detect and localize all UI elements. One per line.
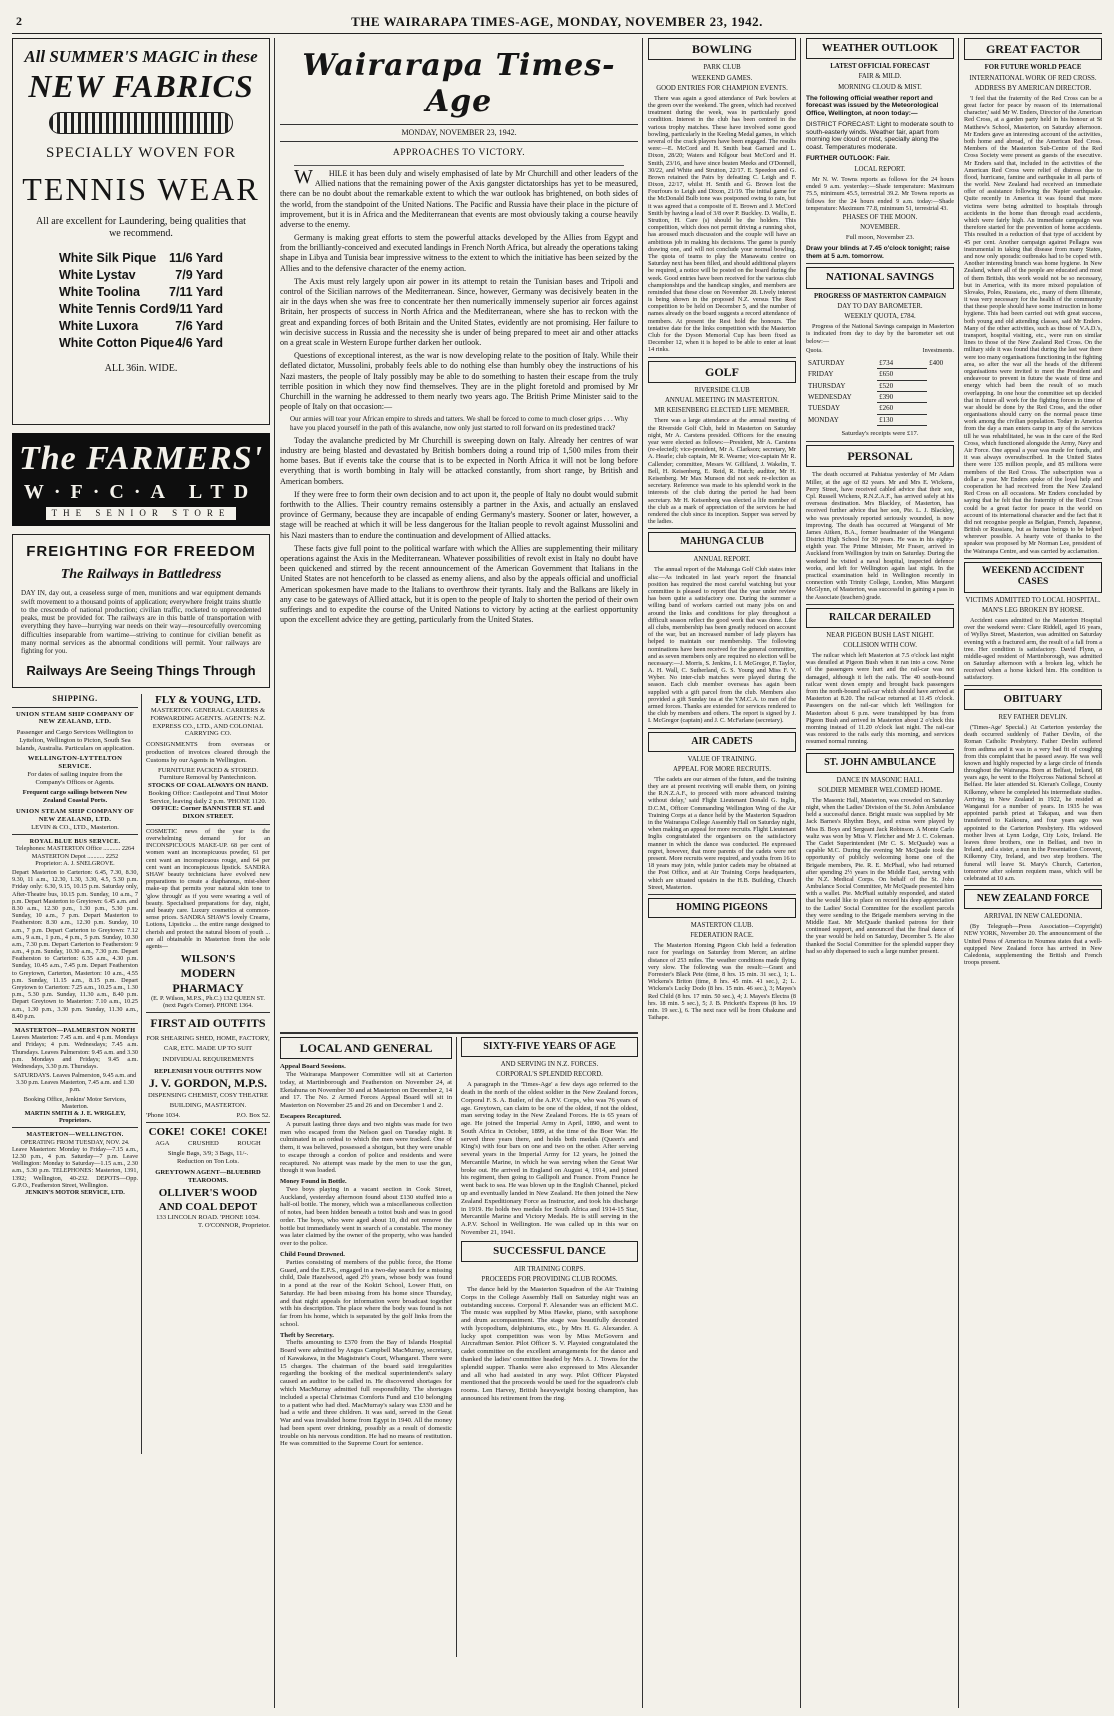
ads-column — [12, 38, 270, 1708]
olliver-title: OLLIVER'S WOOD AND COAL DEPOT — [158, 1187, 258, 1213]
fair-mild: FAIR & MILD. — [858, 73, 902, 81]
american-director: ADDRESS BY AMERICAN DIRECTOR. — [974, 84, 1092, 92]
blackout-notice: Draw your blinds at 7.45 o'clock tonight; raise them at 5 a.m. tomorrow. — [806, 244, 950, 260]
editorial-paragraph: These facts give full point to the political warfare with which the Allies are supplementing their military operations against the Axis in the Mediterranean. Whatever possibilities of revolt exist in Italy no doubt have been quickened and stirred by the recent announcement of the American Government that Italians in the United States are not henceforth to be classed as enemy aliens, and also by the appeals official and unofficial American spokesmen have made to the Italians to overthrow their tyrants. Italy and the Balkans are likely in any case to be gateways of Allied attack, but it is open to the people of Italy to shorten the period of their own sufferings and to expedite the course of the United Nations to victory by acting at the earliest opportunity upon the excellent advice they are getting, particularly from the United States. — [280, 543, 638, 625]
barometer-table — [806, 358, 954, 426]
sixty-five-body: A paragraph in the 'Times-Age' a few days ago referred to the death in the north of the oldest soldier in the New Zealand forces, Corporal F. S. A. Butler, of the A.P.V. Corps, who was 76 years of age. Greytown, can claim to be one of the oldest, if not the oldest, man serving today in the New Zealand Forces. He is 65 years of age. He joined the Imperial Army in April, 1890, and went to South Africa in October, 1899, at the time of the Boer War. He served three years there, and holds both medals (Queen's and King's) with four bars on one and two on the other. After serving several years in the Imperial Army for 12 years, he joined the Mercantile Marine, in which he was serving when the Great War broke out. He arrived in England on August 4, 1914, and joined his regiment, then going to Gallipoli and France. From France he went back to sea. He was blown up in the English Channel, picked up and eventually landed in New Zealand. He then joined the New Zealand Expeditionary Force as Instructor, and took his discharge in 1919. He holds two medals for South Africa and 1914-15 Star, Mercantile Marine and Victory Medals. He is still serving in the A.P.V. School in Wellington. He was called up in this war on November 21, 1941. — [461, 1081, 638, 1236]
keisenberg: MR KEISENBERG ELECTED LIFE MEMBER. — [654, 407, 790, 415]
price-row: White Silk Pique 11/6 Yard — [59, 251, 223, 266]
st-john-body: The Masonic Hall, Masterton, was crowded on Saturday night, when the Ladies' Division of the St. John Ambulance held a successful dance. Bright music was supplied by Mr Jack Barnes's Rhythm Boys, and extras were played by Miss B. Boys and Sergeant Jack Robinson. A Monte Carlo waltz was won by Miss V. Fletcher and Mr J. C. Coleman. The Cadet Superintendent (Mr C. S. McQuade) was a capable M.C. During the evening Mr McQuade took the opportunity of publicly welcoming home one of the Brigade members, Pte. R. E. McPhail, who had returned after spending 2½ years in the Middle East, serving with the N.Z. Medical Corps. On behalf of the St. John Ambulance Social Committee, Mr McQuade presented him with a wallet. Pte. McPhail suitably responded, and stated that he would like to place on record his deep appreciation to the Ladies' Social Committee for the excellent parcels they were sending to the Brigade members serving in the Middle East. Mr McQuade thanked patrons for their continued support, and announced that the final dance of the year would be held on Saturday, December 5. He also thanked the Social Committee for the splendid supper they had so ably dispensed to such a large number present. — [806, 796, 954, 955]
modern-pharmacy: MODERN PHARMACY — [172, 966, 244, 995]
price-row: White Cotton Pique 4/6 Yard — [59, 335, 223, 350]
wilson-name: WILSON'S — [180, 953, 236, 966]
further-outlook: FURTHER OUTLOOK: Fair. — [806, 155, 890, 163]
freight-title: FREIGHTING FOR FREEDOM — [26, 542, 256, 560]
homing-title: HOMING PIGEONS — [648, 898, 796, 918]
red-cross-body: 'I feel that the fraternity of the Red Cross can be a great factor for peace by reason of its international character,' said Mr W. Enders, Director of the American Red Cross, at a garden party held in his honour at St Matthew's School, Masterton, on Saturday afternoon. Mr Enders gave an interesting account of the activities, both home and abroad, of the American Red Cross. Members of the Masterton Sub-Centre of the Red Cross Society were present as guests of the executive. Mr Enders said that, included in the activities of the American Red Cross were relief of distress due to flood, hurricane, famine and earthquake in all parts of the world. New Zealand had received an immediate offer of assistance following the Napier earthquake. Quite recently in America it was found that more victims were being admitted to hospitals through accidents in the home than through road accidents, which were fairly high. An immediate campaign was therefore started for the prevention of home accidents. This resulted in a reduction of that type of accident by 45 per cent. Another campaign against Pellagra was instrumental in taking that disease from many States, and now only sporadic outbreaks had to be coped with. Another interesting branch was home hygiene. In New Zealand, where all of the people are educated and most of them British, this work would not be so necessary, but in America, with its more mixed population of Slovaks, Poles, Russians, etc., many of them illiterate, it was very necessary for the health of the community that these people should have some instruction in home hygiene. This had been carried out with great success, both young and old attending classes, said Mr Enders. Many of the other activities, such as those of V.A.D.'s, transport, hospital visiting, etc., were run on similar lines to those of the New Zealand Red Cross. On the military side it was found that during the last war there were too many organisations functioning in the fighting area, so after the war all the heads of the different organisations were invited to meet the President and endeavour to prevent in future the waste of time and energy which had been the result of so much overlapping. In one hour the committee set up decided that in future all work for the fighting forces in time of war should be done by the Red Cross, and the other organisations should carry on the normal peace time work among the civilian population. Today in America from the day a man enters camp in any of the services till he was rehabilitated, he was in the care of the Red Cross, which functioned alongside the Army, Navy and Air Force. One appeal a year was made for funds, and it was always oversubscribed. In the United States there were 135 million people, and 85 millions were members of the Red Cross. The subscription was a dollar a year. Mr Enders spoke of the loyal help and cooperation he had received from the New Zealand Red Cross on all occasions. Mr Enders concluded by saying that he felt that the fraternity of the Red Cross could be a great factor for peace in the world on account of its international character and the fact that it did not recognise people as Belgian, French, Japanese, British or Russians, but as human beings to be helped wherever possible. A hearty vote of thanks to the speaker was proposed by Mr Norman Lee, president of the Wairarapa Centre, and was carried by acclamation. — [964, 94, 1102, 555]
local-item-heading: Child Found Drowned. — [280, 1250, 345, 1258]
coke-reduction: Reduction on Ton Lots. — [176, 1158, 240, 1166]
barometer-row: THURSDAY £520 — [806, 380, 954, 391]
first-aid-body: FOR SHEARING SHED, HOME, FACTORY, CAR, ETC. MADE UP TO SUIT INDIVIDUAL REQUIREMENTS — [146, 1034, 270, 1063]
st-john-title: ST. JOHN AMBULANCE — [806, 753, 954, 773]
dance-sub2: PROCEEDS FOR PROVIDING CLUB ROOMS. — [481, 1275, 618, 1283]
mp-saturdays: SATURDAYS. Leaves Palmerston, 9.45 a.m. and 3.30 p.m. Leaves Masterton, 7.45 a.m. and 1.30 p.m. — [13, 1072, 137, 1094]
leader-title: APPROACHES TO VICTORY. — [392, 147, 526, 158]
fabric-ad-headline: All SUMMER'S MAGIC in these — [24, 47, 258, 66]
world-peace: FOR FUTURE WORLD PEACE — [984, 64, 1082, 72]
mw-operating: OPERATING FROM TUESDAY, NOV. 24. — [20, 1138, 130, 1146]
wl-text: For dates of sailing inquire from the Company's Offices or Agents. — [27, 770, 123, 786]
savings-progress: PROGRESS OF MASTERTON CAMPAIGN — [814, 292, 946, 300]
mp-proprietors: MARTIN SMITH & J. E. WRIGLEY, Proprietors. — [24, 1110, 126, 1125]
appeal-recruits: APPEAL FOR MORE RECRUITS. — [673, 765, 771, 773]
wilson-detail: (E. P. Wilson, M.P.S., Ph.C.) 132 QUEEN ST. (next Page's Corner). PHONE 1364. — [151, 995, 265, 1010]
nz-force-title: NEW ZEALAND FORCE — [964, 889, 1102, 909]
gordon-name: J. V. GORDON, M.P.S. — [148, 1076, 268, 1091]
fabric-ad-title: NEW FABRICS — [28, 68, 254, 105]
local-item-heading: Escapees Recaptured. — [280, 1112, 342, 1120]
bowling-body: There was again a good attendance of Park bowlers at the green over the weekend. The green, which had received treatment during the week, was in particularly good condition. Interest in the club has been centred in the various trophy matches. These have involved some good bowling, particularly in the Keeling Medal games, in which several of the crack players have been engaged. The results were:—E. McCord and H. Smith beat Garrard and L. Dixon, 28/20; Waters and Kilgour beat McCord and H. Smith, 23/16, and have since beaten Meeks and O'Donnell, 30/22, and White and Strutton, 22/17. E. Speedon and G. Brown retained the Pairs by defeating C. Leigh and F. Dixon, 22/17, whilst H. Smith and G. Brown lost the Fourfours to Leigh and Dixon, 21/19. The initial game for the McDonald Bulb tone was postponed owing to rain, but it was agreed that a composite of E. Brown and J. McCord Smith by having a lead of 3/8 over P. Buckley. D. Wallis, E. Strutton, H. Care (s) should be the holders. This competition, which does not permit driving a running shot, has aroused much discussion and the couple will have an ambitious job in making his decisions. The game is purely drawing one, and will not conclude your normal bowling. The quota of teams to play the Manawatu centre on Saturday next has been filled, and should additional players be required, a notice will be posted on the board during the week. Good entries have been received for the various club championships and the handicap singles, and members are reminded that these close on November 28. Lively interest is being shown in the proposed N.Z. versus The Rest competition to be held on December 5, and the number of names already on the board suggests a record attendance of members. At present the Rest hold the honours. The tentative date for the links competition with the Masterton Club for the Dyson Memorial Cup has been fixed as December 12, when it is hoped to be able to enter at least 14 rinks. — [648, 94, 796, 354]
bus-timetable: Depart Masterton to Carterton: 6.45, 7.30, 8.30, 9.30, 11 a.m., 12.30, 1.30, 3.30, 4.5, 5.30 p.m. Friday only: 6.30, 9.15, 10.15 p.m. Saturday only, After-Theatre bus, 10.15 p.m. Sunday, 10 a.m., 7 p.m. Depart Masterton to Greytown: 6.45 a.m. and 8.30 a.m., 12.30 p.m., 1.30 p.m., 5.30 p.m. Sunday, 10 a.m., 7 p.m. Depart Masterton to Featherston: 8.30 a.m., 12.30 p.m. Sunday, 10 a.m., 7 p.m. Depart Carterton to Greytown: 7.12 a.m., 9 a.m., 1 p.m., 4 p.m., 5 p.m. Sunday, 10.30 a.m., 7.30 p.m. Depart Carterton to Featherston: 9 a.m., 4 p.m. Sunday, 10.30 a.m., 7.30 p.m. Depart Featherston to Carterton: 6.35 a.m., 4.30 p.m. Sunday, 10.45 a.m., 7.45 p.m. Depart Featherston to Greytown, Carterton, Masterton: 10 a.m., 4.55 p.m. Sunday, 11.15 a.m., 8.15 p.m. Depart Greytown to Carterton: 7.25 a.m., 10.25 a.m., 1.30 p.m., 5.30 p.m. Sunday, 11.30 a.m., 8.40 p.m. Depart Greytown to Masterton: 7.10 a.m., 10.25 a.m., 1.30 p.m., 3.30 p.m. Sunday, 11.30 a.m., 8.40 p.m. — [12, 869, 138, 1020]
greytown-agent: GREYTOWN AGENT—BLUEBIRD TEAROOMS. — [155, 1168, 261, 1184]
mp-booking: Booking Office, Jenkins' Motor Services, Masterton. — [23, 1095, 127, 1110]
accident-title: WEEKEND ACCIDENT CASES — [964, 562, 1102, 593]
local-general-title: LOCAL AND GENERAL — [280, 1037, 452, 1059]
bowling-title: BOWLING — [648, 38, 796, 60]
price-row: White Lystav 7/9 Yard — [59, 268, 223, 283]
golf-body: There was a large attendance at the annual meeting of the Riverside Golf Club, held in Masterton on Saturday night, Mr A. Carstens presided. Officers for the ensuing year were elected as follows:—President, Mr A. Carstens (re-elected); vice-president, Mr A. Clarkson; secretary, Mr A. Hearle; club captain, Mr R. Wearne; vice-captain Mr R. Callender; committee, Messrs W. Gilliland, J. Wakelin, T. Bell, H. Keisenberg, E. Reid, R. Hatch; auditor, Mr H. Keisenberg. Mr Max Munson did not seek re-election as secretary. Reference was made to his splendid work in the interests of the club during the period he had been secretary. Mr H. Keisenberg was elected a life member of the club as a mark of appreciation of the services he had rendered the club since its inception. Supper was served by the ladies. — [648, 417, 796, 526]
width-note: ALL 36in. WIDE. — [104, 363, 178, 375]
local-report-heading: LOCAL REPORT. — [854, 165, 906, 173]
local-item-text: The Wairarapa Manpower Committee will sit at Carterton today, at Martinborough and Featherston on November 24, at Eketahuna on November 30 and at Masterton on December 2, 14 and 17. The No. 2 Armed Forces Appeal Board will sit in Masterton on November 25 and 26 and on December 1 and 2. — [280, 1071, 452, 1110]
freight-tagline: Railways Are Seeing Things Through — [26, 663, 256, 679]
good-entries: GOOD ENTRIES FOR CHAMPION EVENTS. — [656, 84, 788, 92]
barometer: DAY TO DAY BAROMETER. — [837, 302, 923, 310]
price-row: White Tennis Cord 9/11 Yard — [59, 301, 223, 316]
barometer-row: FRIDAY £650 — [806, 369, 954, 380]
freight-subtitle: The Railways in Battledress — [60, 566, 222, 582]
shipping-company: UNION STEAM SHIP COMPANY OF NEW ZEALAND, LTD. — [16, 710, 134, 726]
local-item-text: Thefts amounting to £370 from the Bay of Islands Hospital Board were admitted by Angus Campbell MacMurray, secretary, of Kawakawa, in the Magistrate's Court, Whangarei. There were 15 charges. The chairman of the board said irregularities regarding the booking of the medical superintendent's salary caused an auditor to be called in. He discovered shortages for which MacMurray admitted full responsibility. The shortages included a special Christmas Comforts Fund and £10 belonging to a patient who had died. MacMurray's salary was £330 and he had a wife and three children. It was said, served in the Great War and was invalided home from Egypt in 1940. All the money had been spent over drinking, possibly as a result of domestic trouble on his nervous condition. He had no means of restitution. He was committed to the Supreme Court for sentence. — [280, 1339, 452, 1448]
accident-body: Accident cases admitted to the Masterton Hospital over the weekend were: Clare Riddell, aged 16 years, of Wyllys Street, Masterton, was admitted on Saturday evening with a fractured arm, the result of a fall from a tree. Her condition is satisfactory. David Flynn, a middle-aged resident of Martinborough, was admitted on Saturday afternoon with a broken leg, which he received when a horse kicked him. His condition is satisfactory. — [964, 616, 1102, 682]
obituary-body: ('Times-Age' Special.) At Carterton yesterday the death occurred suddenly of Father Devlin, of the Roman Catholic Presbytery. Father Devlin suffered from asthma and it was in a very bad fit of coughing from this complaint that he passed away. He was well known and highly respected by a large circle of friends throughout the Wairarapa. Born at Belfast, Ireland, 68 years ago, he went to the Holycross National School at Belfast. He later attended St. Kieran's College, County Kilkenny, where he completed his intermediate studies. Arriving in New Zealand in 1922, he resided at Wanganui for a number of years. In 1935 he was appointed parish priest at Takapau, and was then transferred to Kaikoura, and four years ago was appointed to the Carterton Presbytery. His widowed mother lives at Lynn Lodge, City Loix, Ireland. He leaves three brothers, one in Belfast, and two in Ireland, and a sister, a nun in the Presentation Convent, Kilkenny City, Ireland, and two step brothers. The funeral will leave St. Mary's Church, Carterton, tomorrow after solemn requiem mass, which will be celebrated at 10 a.m. — [964, 723, 1102, 882]
coal-stocks: STOCKS OF COAL ALWAYS ON HAND. — [147, 782, 269, 790]
masthead: Wairarapa Times-Age — [302, 48, 616, 119]
savings-title: NATIONAL SAVINGS — [806, 267, 954, 288]
barometer-row: MONDAY £130 — [806, 414, 954, 425]
red-cross-column — [964, 38, 1102, 1708]
consignments: CONSIGNMENTS from overseas or production of invoices cleared through the Customs by our Agents in Wellington. — [146, 741, 270, 764]
sixty-five-title: SIXTY-FIVE YEARS OF AGE — [461, 1037, 638, 1057]
annual-report: ANNUAL REPORT. — [693, 556, 751, 564]
st-john-dance: DANCE IN MASONIC HALL. — [836, 776, 924, 784]
royal-blue-heading: ROYAL BLUE BUS SERVICE. — [29, 838, 121, 846]
tennis-racket-illustration — [49, 112, 233, 134]
leg-broken: MAN'S LEG BROKEN BY HORSE. — [982, 606, 1084, 614]
specially-woven: SPECIALLY WOVEN FOR — [45, 144, 236, 161]
local-item-heading: Money Found in Bottle. — [280, 1178, 347, 1186]
editorial-paragraph: Today the avalanche predicted by Mr Churchill is sweeping down on Italy. Already her centres of war industry are being blasted and devastated by British bombers doing a round trip of 1,500 miles from their home bases. But if events take the course that is to be expected in North Africa it will not be long before everything that is worth bombing in Italy will be attacked constantly, from short range, by British and American bombers. — [280, 435, 638, 486]
dance-body: The dance held by the Masterton Squadron of the Air Training Corps in the College Assembly Hall on Saturday night was an outstanding success. Corporal F. Alexander was an efficient M.C. The music was supplied by Miss Hawke, piano, with saxophone and drum accompaniment. The stage was beautifully decorated with lycopodium, delphiniums, etc., by Mrs H. G. Alexander. A lucky spot competition was won by Miss McGovern and Aircraftman Senior. Pilot Officer S. V. Playsted congratulated the cadet committee on the excellent arrangements for the dance and thanked the ladies' committee headed by Mrs A. J. Towns for the splendid supper. Thanks were also expressed to Mrs Alexander and all who had assisted in any way. Pilot Officer Playsted mentioned that the proceeds would be used for the squadron's club rooms. Len Harvey, British heavyweight boxing champion, has announced his retirement from the ring. — [461, 1286, 638, 1402]
small-ads-column — [146, 694, 270, 1454]
mp-heading: MASTERTON—PALMERSTON NORTH — [14, 1026, 136, 1034]
freight-body: DAY IN, day out, a ceaseless surge of men, munitions and war equipment demands swift movement to a thousand points of application; everywhere freight trains shuttle to the crescendo of national production; civilian traffic, rocketed to unprecedented peaks, must be provided for. The railways are in this battle of transportation with everything they have—hurrying war needs on their way—resourcefully overcoming difficulties inseparable from wartime—striving to continue for civilian benefit as many normal services as the abnormal conditions will permit. Your railways are fighting for you. — [21, 589, 261, 656]
red-cross-work: INTERNATIONAL WORK OF RED CROSS. — [969, 74, 1097, 82]
shipping-heading: SHIPPING. — [52, 693, 98, 703]
moon-heading: PHASES OF THE MOON. — [842, 213, 918, 221]
local-item-text: A pursuit lasting three days and two nights was made for two men who escaped from the Nelson gaol on Tuesday night. It culminated in an ordeal to which the men were tracked. One of them, it was believed, possessed a shotgun, but they were unable to escape through a cordon of police and residents and were recaptured. No attempt was made by the men to use the gun, though it was loaded. — [280, 1120, 452, 1175]
father-devlin: REV FATHER DEVLIN. — [998, 713, 1068, 721]
railways-advert — [12, 534, 270, 688]
mw-heading: MASTERTON—WELLINGTON. — [26, 1131, 124, 1139]
furniture: FURNITURE PACKED & STORED. Furniture Removal by Pantechnicon. — [157, 766, 259, 782]
obituary-title: OBITUARY — [964, 689, 1102, 710]
farmers-logo: The FARMERS' W·F·C·A LTD THE SENIOR STORE — [12, 433, 270, 526]
full-moon: Full moon, November 23. — [845, 234, 915, 242]
accident-victims: VICTIMS ADMITTED TO LOCAL HOSPITAL. — [965, 596, 1101, 604]
price-row: White Toolina 7/11 Yard — [59, 284, 223, 299]
local-report-body: Mr N. W. Towns reports as follows for the 24 hours ended 9 a.m. yesterday:—Shade temperature: Maximum 75.5, minimum 45.5, terrestrial 39.2. Mr Towns reports as follows for the 24 hours ended 9 a.m. today:—Shade temperature: Maximum 77.8, minimum 51, terrestrial 43. — [806, 175, 954, 212]
tennis-wear: TENNIS WEAR — [22, 170, 260, 207]
weather-intro: The following official weather report and forecast was issued by the Meteorological Office, Wellington, at noon today:— — [806, 94, 939, 118]
editorial-paragraph: Questions of exceptional interest, as the war is now developing relate to the position of Italy. While their deflated dictator, Mussolini, probably feels able to do nothing else than humbly obey the instructions of his Nazi masters, the people of Italy possibly may be able to do something to hasten their escape from the truly terrible position in which they now find themselves. They are in the plight foretold and promised by Mr Churchill in the warning he addressed to them nearly two years ago. The British Prime Minister said to the people of Italy on that occasion:— — [280, 351, 638, 412]
dance-sub: AIR TRAINING CORPS. — [513, 1265, 586, 1273]
mahunga-title: MAHUNGA CLUB — [648, 532, 796, 552]
royal-blue-proprietor: Proprietor: A. J. SNELGROVE. — [35, 859, 115, 867]
levin: LEVIN & CO., LTD., Masterton. — [31, 823, 119, 831]
gordon-detail: DISPENSING CHEMIST, COSY THEATRE BUILDING, MASTERTON. — [147, 1091, 269, 1110]
barometer-row: SATURDAY £734 £400 — [808, 358, 944, 368]
coke-bags: Single Bags, 3/9; 3 Bags, 11/-. — [167, 1150, 249, 1158]
editorial-paragraph: WHILE it has been duly and wisely emphasised of late by Mr Churchill and other leaders of the Allied nations that the remaining power of the Axis gangster dictatorships has yet to be measured, there can be no doubt about the remarkable extent to which the war outlook has brightened, on both sides of the world, from the standpoint of the United Nations. The Pacific and Russia have their place in the picture of improvement, but it is in Africa and the Mediterranean that events are most obviously taking a course heavily adverse to the enemy. — [280, 168, 638, 229]
fly-young-body: MASTERTON. GENERAL CARRIERS & FORWARDING AGENTS. AGENTS: N.Z. EXPRESS CO., LTD., AND COLONIAL CARRYING CO. — [150, 707, 266, 738]
coke-row: COKE! COKE! COKE! — [148, 1126, 268, 1139]
latest-forecast: LATEST OFFICIAL FORECAST — [830, 63, 930, 71]
running-title: THE WAIRARAPA TIMES-AGE, MONDAY, NOVEMBER 23, 1942. — [351, 14, 763, 29]
local-item-text: Two boys playing in a vacant section in Cook Street, Auckland, yesterday afternoon found about £130 stuffed into a half-oil bottle. The money, which was a miscellaneous collection of notes, had been hidden beneath a toitoi bush and was in good order. The boys, who were aged about 10, did not remove the bottle but immediately went in search of a constable. The money was later claimed by the owner of the property, who was handed over to the police. — [280, 1185, 452, 1248]
first-aid-title: FIRST AID OUTFITS — [150, 1016, 266, 1031]
local-item-text: Parties consisting of members of the public force, the Home Guard, and the E.P.S., engaged in a two-day search for a missing child, Dale Hazelwood, aged 2½ years, whose body was found in a pond at the rear of the Kokiri School, Lower Hutt, on Saturday. He had been missing from his home since Thursday, and that night appeals for information were broadcast together with his description. The place where the body was found is not far from his home, which is separated by the golf links from the school. — [280, 1258, 452, 1328]
homing-body: The Masterton Homing Pigeon Club held a federation race for yearlings on Saturday from Mercer, an airline distance of 253 miles. The weather conditions made flying very slow. The following was the result:—Grant and Forrester's Black Pete (time, 8 hrs. 15 min. 31 sec.), 1; L. Wickens's Briton (time, 8 hrs. 45 min. 41 sec.), 2; L. Wickens's Lucky Dodo (8 hrs. 15 min. 46 sec.), 3; Mayes's Red Child (8 hrs. 17 min. 50 sec.), 4; J. Mayes's Electra (8 hrs. 18 min. 5 sec.), 5; J. B. Prickett's Express (8 hrs. 19 min. 19 sec.), 6. The next race will be from Ohakune and Taihape. — [648, 942, 796, 1022]
railcar-near: NEAR PIGEON BUSH LAST NIGHT. — [826, 631, 934, 639]
mahunga-body: The annual report of the Mahunga Golf Club states inter alia:—As indicated in last year's report the financial position has required the most careful watching but your committee is pleased to report that the year under review has been quite a satisfactory one. During the summer a willing band of workers carried out many jobs on and around the links and conditions for play throughout a difficult season reflect the good work that was done. Like all clubs, membership has been greatly reduced on account of the war, but an increased number of lady players has helped to maintain our membership. The following nominations have been received for the general committee, and as seven members only are required no election will be necessary:—J. Morris, S. Jenkins, I. I. McGregor, F. Taylor, A. H. Wall, C. Sutherland, G. S. Young and Miss F. V. Wyber. No inter-club matches were played during the season. Each club member overseas has again been supplied with a gift parcel from the club. Members also provided a gift Sunday tea at the Y.M.C.A. to men of the armed forces. Thanks are extended for services rendered to the club by members and others. The report is signed by J. I. McGregor (captain) and J. C. McFarlane (secretary). — [648, 566, 796, 725]
weekly-quota: WEEKLY QUOTA, £784. — [844, 312, 916, 320]
sport-column — [648, 38, 796, 1708]
editorial-paragraph: Germany is making great efforts to stem the powerful attacks developed by the Allies from Egypt and from the brilliantly-conceived and executed landings in French North Africa, but already the operations taking shape in Libya and Tunisia bear impressive witness to the extent to which the initiative has been seized by the Allies and to the defensive character of the enemy action. — [280, 233, 638, 273]
olliver-addr: 133 LINCOLN ROAD. 'PHONE 1034. — [156, 1213, 260, 1221]
editorial-quote: Our armies will tear your African empire to shreds and tatters. We shall be forced to come to much closer grips . . . Why have you placed yourself in the path of this avalanche, now only just started to roll forward on its predestined track? — [290, 415, 628, 433]
shipping-service: Passenger and Cargo Services Wellington to Lyttelton, Wellington to Picton, South Sea Islands, Australia. Particulars on application. — [15, 729, 135, 752]
annual-meeting: ANNUAL MEETING IN MASTERTON. — [665, 397, 779, 405]
riverside-club: RIVERSIDE CLUB — [694, 387, 750, 394]
weather-column — [806, 38, 954, 1708]
local-item-heading: Theft by Secretary. — [280, 1331, 334, 1339]
golf-title: GOLF — [648, 361, 796, 383]
fabric-advert — [12, 38, 270, 425]
weekend-games: WEEKEND GAMES. — [691, 74, 753, 82]
mp-text: Leaves Masterton: 7.45 a.m. and 4 p.m. Mondays and Fridays; 4 p.m. Wednesdays; 7.45 a.m. Thursdays. Leaves Palmerston: 9.45 a.m. and 3.30 p.m. Mondays and Fridays; 9.45 a.m. Wednesdays, 3.30 p.m. Thursdays. — [12, 1034, 138, 1070]
personal-body: The death occurred at Pahiatua yesterday of Mr Adam Miller, at the age of 82 years. Mr and Mrs E. Wickens, Perry Street, have received cabled advice that their son, Cpl. Russell Wickens, R.N.Z.A.F., has arrived safely at his overseas destination. Mrs Blackley, of Masterton, has received further advice that her son, Pte. L. J. Blackley, who was previously reported seriously wounded, is now improving. The death has occurred at Wanganui of Mr James Aitken, B.A., former headmaster of the Wanganui District High School for 30 years. He was in his eighty-eighth year. The Prime Minister, Mr Fraser, arrived in Auckland from Wellington by train on Saturday. During the weekend he visited a naval hospital, inspected defence works, and left for Wellington again last night. In the practical examination held in Wellington recently in connection with Trinity College, London, Miss Margaret McGlynn, of Masterton, was successful in gaining a pass in the Associate (teachers) grade. — [806, 471, 954, 601]
jenkins: JENKIN'S MOTOR SERVICE, LTD. — [25, 1188, 125, 1196]
coke-types: AGA CRUSHED ROUGH — [155, 1139, 261, 1147]
personal-title: PERSONAL — [806, 445, 954, 467]
morning-cloud: MORNING CLOUD & MIST. — [838, 83, 922, 91]
sixty-five-sub: AND SERVING IN N.Z. FORCES. — [500, 1060, 599, 1068]
dance-title: SUCCESSFUL DANCE — [461, 1241, 638, 1262]
weather-title: WEATHER OUTLOOK — [806, 38, 954, 59]
receipts: Saturday's receipts were £17. — [841, 430, 919, 438]
castlepoint-booking: Booking Office: Castlepoint and Tinui Motor Service, leaving daily 2 p.m. 'PHONE 1120. — [148, 789, 268, 805]
wl-service: WELLINGTON-LYTTELTON SERVICE. — [27, 755, 123, 771]
great-factor-title: GREAT FACTOR — [964, 38, 1102, 60]
barometer-header: Quota. Investments. — [806, 346, 954, 354]
editorial-text — [280, 169, 638, 1029]
railcar-title: RAILCAR DERAILED — [806, 608, 954, 628]
railcar-collision: COLLISION WITH COW. — [843, 641, 917, 649]
editorial-column — [280, 38, 638, 1708]
gordon-contact: 'Phone 1034. P.O. Box 52. — [146, 1111, 270, 1119]
lower-ads — [12, 694, 270, 1454]
price-row: White Luxora 7/6 Yard — [59, 318, 223, 333]
royal-blue-phones: Telephones: MASTERTON Office ........... 2264 MASTERTON Depot ........... 2252 — [15, 845, 135, 860]
olliver-prop: T. O'CONNOR, Proprietor. — [198, 1221, 270, 1229]
nz-force-body: (By Telegraph—Press Association—Copyright) NEW YORK, November 20. The announcement of the United Press of America in Noumea states that a well-equipped New Zealand force has arrived in New Caledonia, supplementing the British and French troops present. — [964, 923, 1102, 967]
sixty-five-column — [461, 1037, 638, 1657]
page-number: 2 — [16, 14, 22, 28]
masthead-date: MONDAY, NOVEMBER 23, 1942. — [401, 128, 517, 137]
st-john-soldier: SOLDIER MEMBER WELCOMED HOME. — [817, 786, 943, 794]
park-club: PARK CLUB — [703, 64, 741, 72]
fly-young-title: FLY & YOUNG, LTD. — [155, 693, 261, 706]
fabric-price-list — [19, 250, 263, 351]
frequent-sailings: Frequent cargo sailings between New Zealand Coastal Ports. — [22, 789, 128, 805]
masterton-club: MASTERTON CLUB. — [690, 921, 754, 929]
local-general — [280, 1037, 452, 1657]
lower-news — [280, 1037, 638, 1657]
editorial-paragraph: The Axis must rely largely upon air power in its attempt to retain the Tunisian bases and Tripoli and control of the Sicilian narrows of the Mediterranean. Since, however, Germany was decisively beaten in the air in the days when she was free to concentrate her then numerically immensely superior air forces against Britain, her prospects of success in North Africa and the Mediterranean, where she has to reckon with the great and expanding forces of both Britain and the United States, evidently are not promising. Her failure to win decisive success in Russia and the necessity she is under of being prepared to meet air and other attacks on a great scale in Western Europe further darken her outlook. — [280, 276, 638, 347]
running-header — [12, 10, 1102, 34]
local-item-heading: Appeal Board Sessions. — [280, 1063, 346, 1071]
shipping-column — [12, 694, 138, 1454]
railcar-body: The railcar which left Masterton at 7.5 o'clock last night was derailed at Pigeon Bush when it ran into a cow. None of the passengers were hurt and the rail-car was not damaged, although it left the rails. The 40 south-bound railcar went down empty and brought back passengers from the north-bound rail-car which should have arrived at Masterton at 8.20. The rail-car returned at 11.45 o'clock. Passengers on the rail-car which left Wellington for Masterton about 6 p.m. were transhipped by bus from Pigeon Bush and arrived in Masterton about 2 o'clock this morning instead of 11.20 o'clock last night. The rail-car was restored to the rails early this morning, and services resumed normal running. — [806, 652, 954, 746]
cosmetic-advert: COSMETIC news of the year is the overwhelming demand for an INCONSPICUOUS MAKE-UP. 68 per cent of women want an inconspicuous powder, 61 per cent want an inconspicuous rouge, and 64 per cent want an inconspicuous lipstick. SANDRA SHAW beauty technicians have evolved new preparations to create a diaphanous, mist-sheer make-up that permits your natural skin tone to 'glow through' as if you were wearing a veil of beauty. Specialised preparations for day, night, and beauty care. Luxury cosmetics at common-sense prices. SANDRA SHAW'S lovely Creams, Lotions, Lipsticks ... the entire range designed to cherish and protect the natural bloom of youth ... are all obtainable in Masterton from the sole agents— — [146, 827, 270, 950]
air-cadets-body: 'The cadets are our airmen of the future, and the training they are at present receiving will enable them, on joining the R.N.Z.A.F., to proceed with more advanced training without delay,' said Flight Lieutenant Donald G. Inglis, D.C.M., Officer Commanding Wellington Wing of the Air Training Corps at a dance held by the Masterton Squadron in the Wairarapa College Assembly Hall on Saturday night, when making an appeal for more recruits. Flight Lieutenant Inglis congratulated the organisers on the satisfactory manner in which the dance was conducted. He expressed regret, however, that more parents of the cadets were not present. More recruits were required, and youths from 16 to 18 years may join, while junior cadets may be obtained at the Post Office, and at Air Training Corps headquarters, which are situated upstairs in the H.B. Building, Church Street, Masterton. — [648, 775, 796, 891]
savings-intro: Progress of the National Savings campaign in Masterton is indicated from day to day by the barometer set out below:— — [806, 323, 954, 345]
replenish: REPLENISH YOUR OUTFITS NOW — [154, 1068, 262, 1076]
mw-text: Leave Masterton: Monday to Friday—7.15 a.m., 12.30 p.m., 4 p.m. Saturday—7 p.m. Leave Wellington: Monday to Saturday—1.15 a.m., 2.30 a.m., 5.30 p.m. TELEPHONES: Masterton, 1391, 1392; Wellington, 40-232. DEPOTS—Opp. G.P.O., Featherston Street, Wellington. — [12, 1145, 138, 1189]
shipping-agents: UNION STEAM SHIP COMPANY OF NEW ZEALAND, LTD. — [16, 808, 134, 823]
barometer-row: TUESDAY £260 — [806, 403, 954, 414]
new-caledonia: ARRIVAL IN NEW CALEDONIA. — [983, 913, 1083, 921]
barometer-row: WEDNESDAY £390 — [806, 392, 954, 403]
sixty-five-sub2: CORPORAL'S SPLENDID RECORD. — [496, 1071, 603, 1079]
local-items — [280, 1063, 452, 1448]
air-cadets-title: AIR CADETS — [648, 732, 796, 752]
federation-race: FEDERATION RACE. — [690, 932, 754, 940]
fabric-blurb: All are excellent for Laundering, being qualities that we recommend. — [36, 216, 246, 240]
district-forecast: DISTRICT FORECAST: Light to moderate south to south-easterly winds. Weather fair, apart from morning low cloud or mist, specially along the coast. Temperatures moderate. — [806, 120, 954, 152]
editorial-paragraph: If they were free to form their own decision and to act upon it, the people of Italy no doubt would submit forthwith to the Allies. Their country remains ostensibly a partner in the Axis, and actually an enslaved province of Germany, because they are incapable of ending Germany's mastery. Sooner or later, however, a stage will be reached at which it will be less dangerous for the Italian people to revolt against Mussolini and his Nazi masters than to endure the continuation and development of Allied attacks. — [280, 489, 638, 540]
value-of-training: VALUE OF TRAINING. — [687, 755, 757, 763]
moon-month: NOVEMBER. — [860, 224, 900, 232]
fly-office: OFFICE: Corner BANNISTER ST. and DIXON STREET. — [151, 805, 265, 821]
